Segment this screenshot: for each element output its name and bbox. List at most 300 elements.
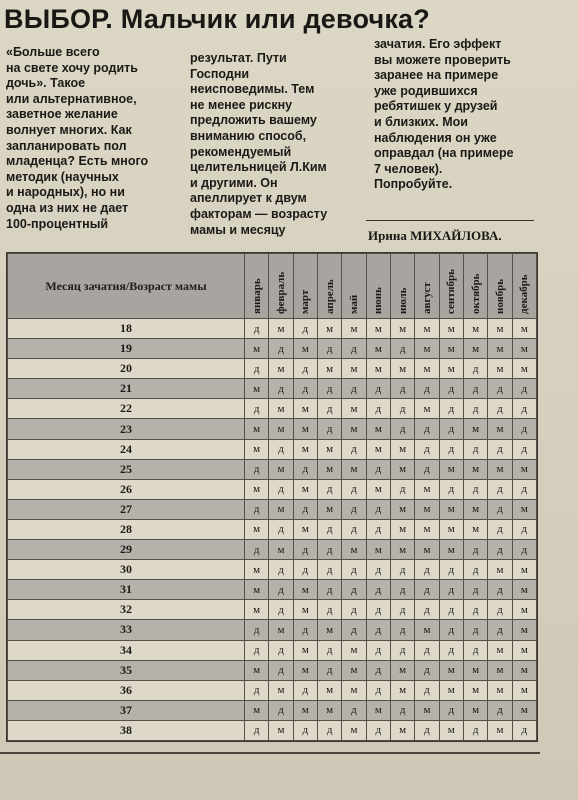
gender-cell: д <box>512 479 536 499</box>
gender-cell: м <box>269 680 293 700</box>
gender-cell: м <box>366 359 390 379</box>
article-column-1 <box>6 45 176 232</box>
gender-cell: м <box>269 499 293 519</box>
gender-cell: м <box>390 680 414 700</box>
gender-cell: м <box>439 540 463 560</box>
gender-cell: м <box>488 359 512 379</box>
gender-cell: д <box>342 580 366 600</box>
article-line: волнует многих. Как <box>6 122 132 137</box>
gender-cell: д <box>245 640 269 660</box>
gender-cell: м <box>390 319 414 339</box>
article-line: или альтернативное, <box>6 91 137 106</box>
mother-age-cell: 22 <box>8 399 245 419</box>
gender-cell: д <box>293 459 317 479</box>
month-header <box>317 254 341 319</box>
article-line: целительницей Л.Ким <box>190 160 327 175</box>
table-row <box>8 419 537 439</box>
gender-cell: д <box>488 499 512 519</box>
gender-cell: д <box>366 379 390 399</box>
gender-cell: м <box>366 439 390 459</box>
gender-cell: д <box>439 439 463 459</box>
article-line: одна из них не дает <box>6 200 129 215</box>
gender-cell: д <box>269 580 293 600</box>
gender-cell: м <box>317 459 341 479</box>
article-line: факторам — возрасту <box>190 206 328 221</box>
gender-cell: м <box>245 339 269 359</box>
gender-cell: м <box>390 459 414 479</box>
gender-cell: м <box>245 560 269 580</box>
gender-cell: м <box>512 339 536 359</box>
gender-cell: д <box>245 359 269 379</box>
article-line: и другими. Он <box>190 175 278 190</box>
gender-cell: д <box>269 700 293 720</box>
gender-cell: м <box>463 499 487 519</box>
gender-cell: д <box>488 399 512 419</box>
table-row <box>8 720 537 740</box>
gender-cell: м <box>293 439 317 459</box>
gender-cell: м <box>415 399 439 419</box>
gender-cell: м <box>512 319 536 339</box>
gender-cell: д <box>366 459 390 479</box>
gender-cell: д <box>317 640 341 660</box>
gender-cell: д <box>269 560 293 580</box>
gender-cell: д <box>390 339 414 359</box>
table-row <box>8 459 537 479</box>
gender-cell: д <box>317 479 341 499</box>
article-line: уже родившихся <box>374 83 478 98</box>
gender-cell: д <box>317 379 341 399</box>
gender-cell: д <box>439 419 463 439</box>
article-line: Попробуйте. <box>374 177 453 192</box>
gender-cell: д <box>463 600 487 620</box>
gender-cell: д <box>366 580 390 600</box>
gender-cell: д <box>415 419 439 439</box>
gender-cell: м <box>439 359 463 379</box>
gender-cell: м <box>366 319 390 339</box>
mother-age-cell: 29 <box>8 540 245 560</box>
article-line: дочь». Такое <box>6 76 86 91</box>
gender-cell: д <box>512 540 536 560</box>
gender-cell: м <box>390 660 414 680</box>
gender-cell: д <box>245 620 269 640</box>
gender-cell: д <box>415 720 439 740</box>
gender-cell: д <box>245 319 269 339</box>
mother-age-cell: 20 <box>8 359 245 379</box>
gender-cell: д <box>269 479 293 499</box>
gender-cell: д <box>439 580 463 600</box>
gender-cell: м <box>269 540 293 560</box>
month-header <box>293 254 317 319</box>
gender-cell: д <box>342 560 366 580</box>
month-label: март <box>299 289 312 314</box>
gender-cell: м <box>317 700 341 720</box>
table-row <box>8 660 537 680</box>
gender-cell: д <box>390 600 414 620</box>
mother-age-cell: 21 <box>8 379 245 399</box>
gender-cell: м <box>512 600 536 620</box>
gender-cell: д <box>342 339 366 359</box>
table-row <box>8 640 537 660</box>
gender-cell: д <box>245 499 269 519</box>
mother-age-cell: 25 <box>8 459 245 479</box>
gender-cell: м <box>245 700 269 720</box>
mother-age-cell: 27 <box>8 499 245 519</box>
gender-cell: м <box>439 720 463 740</box>
table-row <box>8 560 537 580</box>
article-line: оправдал (на примере <box>374 146 514 161</box>
gender-cell: д <box>317 600 341 620</box>
gender-cell: д <box>269 379 293 399</box>
gender-cell: д <box>390 479 414 499</box>
mother-age-cell: 28 <box>8 519 245 539</box>
month-label: декабрь <box>518 274 531 314</box>
gender-cell: м <box>390 540 414 560</box>
month-label: апрель <box>323 279 336 314</box>
gender-cell: м <box>269 620 293 640</box>
article-line: «Больше всего <box>6 45 100 59</box>
gender-cell: д <box>366 600 390 620</box>
article-line: заранее на примере <box>374 68 499 83</box>
gender-cell: д <box>342 519 366 539</box>
article-line: ребятишек у друзей <box>374 99 498 114</box>
gender-cell: м <box>245 580 269 600</box>
gender-cell: д <box>463 720 487 740</box>
article-body <box>6 37 572 245</box>
gender-cell: м <box>245 439 269 459</box>
gender-cell: д <box>293 319 317 339</box>
article-line: вниманию способ, <box>190 128 307 143</box>
article-line: результат. Пути <box>190 51 287 65</box>
gender-cell: д <box>415 600 439 620</box>
gender-cell: м <box>293 419 317 439</box>
gender-cell: д <box>366 680 390 700</box>
gender-cell: д <box>390 419 414 439</box>
gender-cell: м <box>390 499 414 519</box>
article-line: и народных), но ни <box>6 185 125 200</box>
gender-cell: м <box>245 479 269 499</box>
gender-cell: м <box>415 319 439 339</box>
gender-cell: м <box>439 459 463 479</box>
mother-age-cell: 32 <box>8 600 245 620</box>
gender-cell: м <box>269 419 293 439</box>
gender-cell: д <box>439 700 463 720</box>
gender-cell: д <box>463 620 487 640</box>
gender-cell: м <box>293 519 317 539</box>
gender-cell: м <box>488 339 512 359</box>
gender-cell: д <box>342 700 366 720</box>
gender-cell: м <box>317 319 341 339</box>
gender-cell: м <box>415 499 439 519</box>
gender-cell: д <box>488 540 512 560</box>
table-row <box>8 439 537 459</box>
gender-cell: д <box>245 540 269 560</box>
gender-cell: м <box>488 319 512 339</box>
gender-cell: м <box>463 660 487 680</box>
gender-cell: д <box>245 720 269 740</box>
gender-cell: д <box>488 519 512 539</box>
gender-cell: д <box>366 720 390 740</box>
gender-cell: д <box>463 540 487 560</box>
gender-cell: м <box>415 700 439 720</box>
gender-cell: м <box>512 700 536 720</box>
gender-cell: д <box>390 620 414 640</box>
gender-cell: д <box>415 640 439 660</box>
gender-cell: м <box>415 339 439 359</box>
gender-cell: д <box>342 620 366 640</box>
article-line: 7 человек). <box>374 161 443 176</box>
gender-cell: д <box>463 580 487 600</box>
gender-cell: м <box>342 399 366 419</box>
gender-cell: д <box>366 640 390 660</box>
gender-cell: д <box>366 499 390 519</box>
gender-cell: д <box>293 499 317 519</box>
gender-cell: м <box>366 700 390 720</box>
table-row <box>8 600 537 620</box>
gender-cell: д <box>342 379 366 399</box>
table-corner-label: Месяц зачатия/Возраст мамы <box>8 254 245 319</box>
gender-cell: д <box>293 720 317 740</box>
gender-cell: м <box>342 359 366 379</box>
gender-cell: д <box>317 580 341 600</box>
gender-cell: д <box>293 680 317 700</box>
gender-cell: м <box>293 660 317 680</box>
month-header <box>512 254 536 319</box>
gender-cell: д <box>463 560 487 580</box>
gender-cell: д <box>415 580 439 600</box>
gender-cell: д <box>342 479 366 499</box>
table-body <box>8 319 537 741</box>
gender-cell: д <box>317 339 341 359</box>
gender-cell: м <box>317 439 341 459</box>
mother-age-cell: 31 <box>8 580 245 600</box>
gender-cell: м <box>293 700 317 720</box>
gender-cell: д <box>488 600 512 620</box>
gender-cell: м <box>512 359 536 379</box>
gender-cell: м <box>439 319 463 339</box>
gender-cell: м <box>293 479 317 499</box>
gender-cell: д <box>245 680 269 700</box>
gender-cell: м <box>512 660 536 680</box>
gender-cell: м <box>245 600 269 620</box>
gender-cell: д <box>293 560 317 580</box>
gender-cell: д <box>293 620 317 640</box>
gender-cell: м <box>317 680 341 700</box>
table-row <box>8 700 537 720</box>
mother-age-cell: 37 <box>8 700 245 720</box>
gender-cell: д <box>317 399 341 419</box>
gender-cell: д <box>415 439 439 459</box>
gender-cell: м <box>415 359 439 379</box>
gender-cell: д <box>512 720 536 740</box>
table-row <box>8 540 537 560</box>
article-line: вы можете проверить <box>374 52 511 67</box>
month-label: август <box>420 282 433 314</box>
gender-cell: м <box>488 419 512 439</box>
article-line: заветное желание <box>6 107 118 122</box>
mother-age-cell: 38 <box>8 720 245 740</box>
gender-cell: м <box>269 459 293 479</box>
gender-cell: д <box>269 600 293 620</box>
month-header <box>463 254 487 319</box>
gender-cell: м <box>415 479 439 499</box>
mother-age-cell: 33 <box>8 620 245 640</box>
gender-cell: д <box>245 459 269 479</box>
gender-cell: д <box>463 379 487 399</box>
gender-cell: м <box>488 560 512 580</box>
gender-cell: м <box>512 680 536 700</box>
gender-cell: м <box>415 519 439 539</box>
gender-cell: д <box>439 620 463 640</box>
gender-cell: д <box>390 560 414 580</box>
gender-cell: д <box>342 499 366 519</box>
gender-cell: м <box>342 640 366 660</box>
author-signature: Ирина МИХАЙЛОВА. <box>368 228 502 243</box>
gender-cell: м <box>269 399 293 419</box>
mother-age-cell: 34 <box>8 640 245 660</box>
gender-cell: д <box>488 479 512 499</box>
gender-cell: м <box>317 620 341 640</box>
gender-cell: д <box>245 399 269 419</box>
gender-cell: д <box>512 439 536 459</box>
gender-cell: м <box>366 540 390 560</box>
gender-cell: м <box>245 660 269 680</box>
gender-cell: д <box>317 419 341 439</box>
gender-cell: д <box>512 519 536 539</box>
table-row <box>8 319 537 339</box>
gender-cell: м <box>293 580 317 600</box>
gender-cell: м <box>512 580 536 600</box>
article-line: Господни <box>190 66 250 81</box>
gender-cell: д <box>293 540 317 560</box>
gender-cell: д <box>317 660 341 680</box>
gender-cell: м <box>512 560 536 580</box>
month-label: ноябрь <box>493 278 506 314</box>
gender-cell: д <box>366 560 390 580</box>
gender-cell: м <box>463 319 487 339</box>
table-header-row <box>8 254 537 319</box>
mother-age-cell: 18 <box>8 319 245 339</box>
gender-cell: д <box>439 399 463 419</box>
gender-cell: д <box>390 399 414 419</box>
month-header <box>415 254 439 319</box>
gender-cell: м <box>390 720 414 740</box>
gender-cell: д <box>366 620 390 640</box>
mother-age-cell: 24 <box>8 439 245 459</box>
gender-cell: д <box>342 439 366 459</box>
gender-cell: м <box>269 720 293 740</box>
gender-cell: д <box>269 519 293 539</box>
gender-cell: м <box>415 540 439 560</box>
gender-cell: д <box>488 580 512 600</box>
gender-cell: м <box>342 319 366 339</box>
mother-age-cell: 35 <box>8 660 245 680</box>
signature-divider <box>366 220 534 221</box>
gender-cell: д <box>439 640 463 660</box>
gender-cell: д <box>488 620 512 640</box>
gender-cell: д <box>463 439 487 459</box>
table-row <box>8 339 537 359</box>
month-header <box>488 254 512 319</box>
gender-cell: м <box>439 499 463 519</box>
gender-cell: м <box>439 519 463 539</box>
gender-cell: д <box>415 660 439 680</box>
article-line: предложить вашему <box>190 113 317 128</box>
table-row <box>8 580 537 600</box>
article-line: методик (научных <box>6 169 119 184</box>
headline: ВЫБОР. Мальчик или девочка? <box>4 4 430 34</box>
month-header <box>245 254 269 319</box>
mother-age-cell: 36 <box>8 680 245 700</box>
month-label: сентябрь <box>445 269 458 314</box>
month-label: май <box>347 294 360 314</box>
gender-cell: д <box>317 519 341 539</box>
mother-age-cell: 30 <box>8 560 245 580</box>
gender-cell: м <box>245 419 269 439</box>
gender-cell: д <box>366 399 390 419</box>
month-header <box>439 254 463 319</box>
gender-cell: м <box>390 439 414 459</box>
article-line: на свете хочу родить <box>6 60 138 75</box>
gender-cell: д <box>415 560 439 580</box>
month-label: октябрь <box>469 273 482 314</box>
gender-cell: д <box>439 560 463 580</box>
gender-cell: м <box>293 600 317 620</box>
gender-cell: д <box>269 339 293 359</box>
gender-cell: м <box>342 419 366 439</box>
mother-age-cell: 19 <box>8 339 245 359</box>
article-line: рекомендуемый <box>190 144 292 159</box>
gender-cell: д <box>366 660 390 680</box>
gender-cell: м <box>488 640 512 660</box>
gender-cell: м <box>512 459 536 479</box>
gender-cell: д <box>463 399 487 419</box>
gender-cell: м <box>293 399 317 419</box>
gender-cell: м <box>366 419 390 439</box>
gender-cell: д <box>463 479 487 499</box>
gender-cell: д <box>317 540 341 560</box>
article-line: наблюдения он уже <box>374 130 497 145</box>
gender-cell: м <box>463 680 487 700</box>
gender-cell: д <box>317 720 341 740</box>
gender-cell: д <box>463 640 487 660</box>
gender-cell: м <box>390 359 414 379</box>
gender-cell: д <box>269 439 293 459</box>
bottom-divider <box>0 752 540 754</box>
gender-cell: д <box>488 439 512 459</box>
article-line: и близких. Мои <box>374 114 468 129</box>
article-line: младенца? Есть много <box>6 154 149 169</box>
gender-cell: м <box>342 720 366 740</box>
gender-cell: д <box>415 459 439 479</box>
month-label: февраль <box>274 271 287 314</box>
gender-cell: д <box>390 379 414 399</box>
mother-age-cell: 23 <box>8 419 245 439</box>
gender-cell: м <box>245 379 269 399</box>
table-row <box>8 620 537 640</box>
article-line: мамы и месяцу <box>190 222 286 237</box>
gender-cell: м <box>439 680 463 700</box>
gender-cell: м <box>463 519 487 539</box>
article-column-3 <box>374 37 554 193</box>
month-header <box>269 254 293 319</box>
gender-cell: м <box>488 660 512 680</box>
gender-cell: д <box>293 379 317 399</box>
table-row <box>8 479 537 499</box>
gender-cell: м <box>463 700 487 720</box>
gender-cell: д <box>512 419 536 439</box>
gender-cell: д <box>488 700 512 720</box>
article-column-2 <box>190 51 360 238</box>
